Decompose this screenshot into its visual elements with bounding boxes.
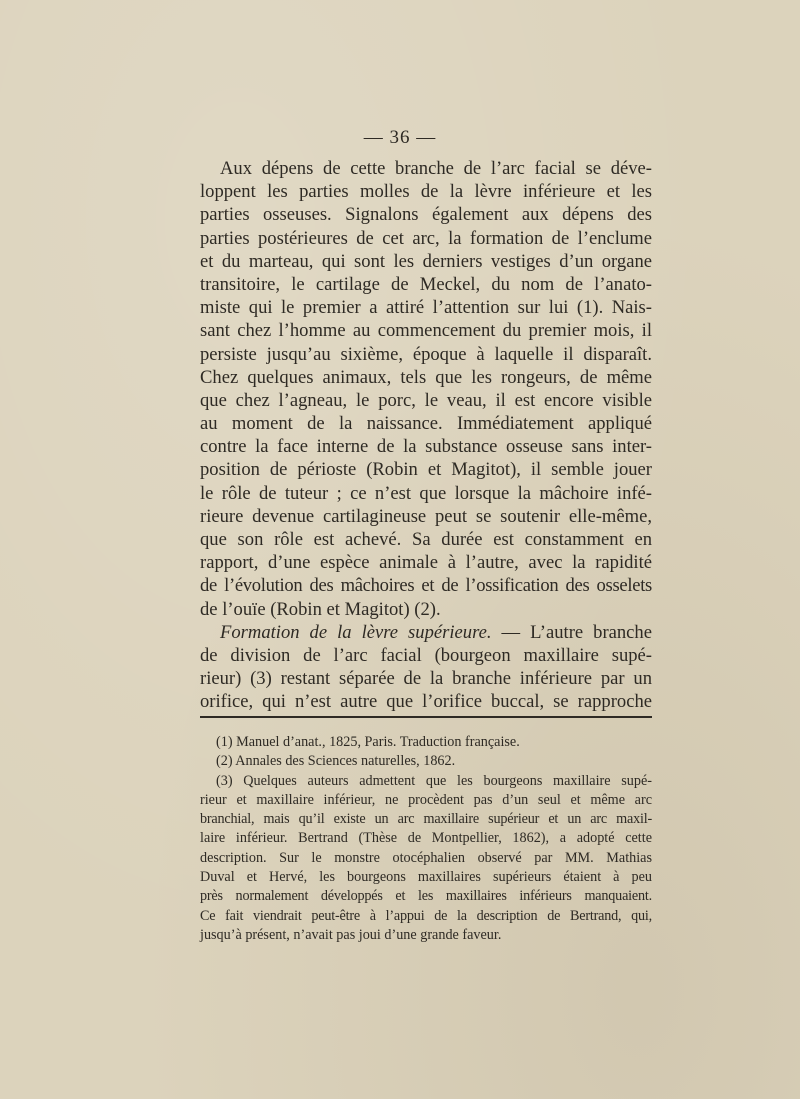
- footnote-3-line: près normalement développés et les maxillaires inférieurs manquaient.: [200, 888, 652, 905]
- footnote-3-line: Ce fait viendrait peut-être à l’appui de la description de Bertrand, qui,: [200, 907, 652, 924]
- text-line: de l’ouïe (Robin et Magitot) (2).: [200, 598, 441, 620]
- footnote-divider: [200, 716, 652, 718]
- text-line: parties osseuses. Signalons également aux dépens des: [200, 204, 652, 226]
- main-text: [200, 157, 652, 714]
- footnote-3-line: branchial, mais qu’il existe un arc maxillaire supérieur et un arc maxil-: [200, 811, 652, 828]
- text-line: de l’évolution des mâchoires et de l’ossification des osselets: [200, 575, 652, 597]
- text-line-rest: — L’autre branche: [491, 621, 652, 643]
- section-heading-line: [200, 621, 652, 644]
- text-line: le rôle de tuteur ; ce n’est que lorsque la mâchoire infé-: [200, 482, 652, 504]
- footnote-3-line: description. Sur le monstre otocéphalien observé par MM. Mathias: [200, 849, 652, 866]
- footnote-3-line: Duval et Hervé, les bourgeons maxillaires supérieurs étaient à peu: [200, 869, 652, 886]
- text-line: rapport, d’une espèce animale à l’autre, avec la rapidité: [200, 552, 652, 574]
- text-line: contre la face interne de la substance osseuse sans inter-: [200, 436, 652, 458]
- text-line: miste qui le premier a attiré l’attention sur lui (1). Nais-: [200, 297, 652, 319]
- footnote-3-line: jusqu’à présent, n’avait pas joui d’une grande faveur.: [200, 926, 502, 943]
- text-line: Chez quelques animaux, tels que les rongeurs, de même: [200, 366, 652, 388]
- footnote-1: (1) Manuel d’anat., 1825, Paris. Traduction française.: [216, 734, 520, 750]
- footnotes: [200, 733, 652, 945]
- footnote-3-line: rieur et maxillaire inférieur, ne procèdent pas d’un seul et même arc: [200, 791, 652, 808]
- text-line: parties postérieures de cet arc, la formation de l’enclume: [200, 227, 652, 249]
- text-line: rieure devenue cartilagineuse peut se soutenir elle-même,: [200, 505, 652, 527]
- text-line: de division de l’arc facial (bourgeon maxillaire supé-: [200, 644, 652, 666]
- text-line: transitoire, le cartilage de Meckel, du nom de l’anato-: [200, 273, 652, 295]
- text-line: que son rôle est achevé. Sa durée est constamment en: [200, 529, 652, 550]
- text-line: sant chez l’homme au commencement du premier mois, il: [200, 320, 652, 342]
- text-line: persiste jusqu’au sixième, époque à laquelle il disparaît.: [200, 343, 652, 365]
- footnote-3-line: laire inférieur. Bertrand (Thèse de Montpellier, 1862), a adopté cette: [200, 830, 652, 847]
- footnote-3-line: (3) Quelques auteurs admettent que les bourgeons maxillaire supé-: [216, 772, 652, 789]
- text-line: au moment de la naissance. Immédiatement appliqué: [200, 413, 652, 435]
- text-line: orifice, qui n’est autre que l’orifice buccal, se rapproche: [200, 691, 652, 713]
- text-line: loppent les parties molles de la lèvre inférieure et les: [200, 181, 652, 203]
- footnote-2: (2) Annales des Sciences naturelles, 1862.: [216, 753, 456, 770]
- text-line: rieur) (3) restant séparée de la branche inférieure par un: [200, 668, 652, 690]
- page-number: — 36 —: [363, 127, 437, 148]
- text-line: Aux dépens de cette branche de l’arc facial se déve-: [220, 158, 652, 179]
- text-line: que chez l’agneau, le porc, le veau, il est encore visible: [200, 389, 652, 411]
- section-heading: Formation de la lèvre supérieure.: [220, 621, 492, 643]
- text-line: et du marteau, qui sont les derniers vestiges d’un organe: [200, 250, 652, 272]
- text-line: position de périoste (Robin et Magitot), il semble jouer: [200, 459, 652, 481]
